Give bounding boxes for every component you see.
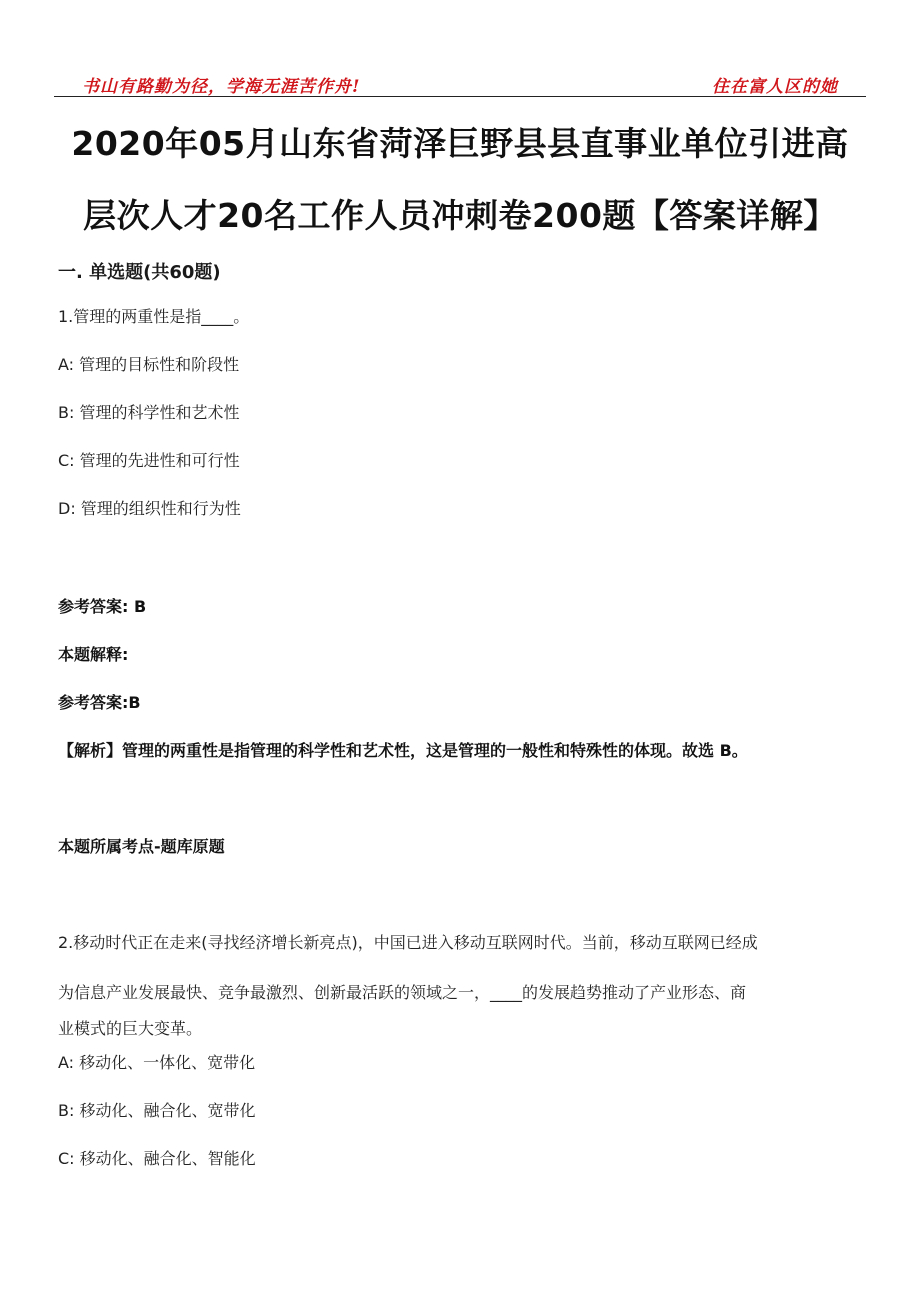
question-2-option-c: C: 移动化、融合化、智能化 (58, 1149, 256, 1168)
document-title-line2: 层次人才20名工作人员冲刺卷200题【答案详解】 (83, 196, 837, 235)
question-1-option-a: A: 管理的目标性和阶段性 (58, 355, 240, 374)
question-1-explain-label: 本题解释: (58, 645, 129, 664)
question-1-answer-repeat: 参考答案:B (58, 693, 141, 712)
header-right-motto: 住在富人区的她 (712, 77, 838, 97)
header-left-motto: 书山有路勤为径，学海无涯苦作舟! (82, 77, 361, 97)
question-2-stem-line2: 为信息产业发展最快、竞争最激烈、创新最活跃的领域之一，____的发展趋势推动了产业形态、商 (58, 983, 747, 1002)
question-2-option-a: A: 移动化、一体化、宽带化 (58, 1053, 256, 1072)
document-title-line1: 2020年05月山东省菏泽巨野县县直事业单位引进高 (71, 124, 849, 163)
question-1-option-b: B: 管理的科学性和艺术性 (58, 403, 240, 422)
question-1-option-d: D: 管理的组织性和行为性 (58, 499, 241, 518)
question-2-stem-line1: 2.移动时代正在走来(寻找经济增长新亮点)，中国已进入移动互联网时代。当前，移动互联网已经成 (58, 933, 758, 952)
question-1-option-c: C: 管理的先进性和可行性 (58, 451, 240, 470)
question-2-option-b: B: 移动化、融合化、宽带化 (58, 1101, 256, 1120)
header-divider (54, 96, 866, 97)
question-1-stem: 1.管理的两重性是指____。 (58, 307, 250, 326)
question-1-source: 本题所属考点-题库原题 (58, 837, 225, 856)
section-heading: 一. 单选题(共60题) (58, 262, 221, 283)
question-2-stem-line3: 业模式的巨大变革。 (58, 1019, 203, 1038)
question-1-answer: 参考答案: B (58, 597, 147, 616)
question-1-analysis: 【解析】管理的两重性是指管理的科学性和艺术性，这是管理的一般性和特殊性的体现。故选 B。 (58, 741, 748, 760)
